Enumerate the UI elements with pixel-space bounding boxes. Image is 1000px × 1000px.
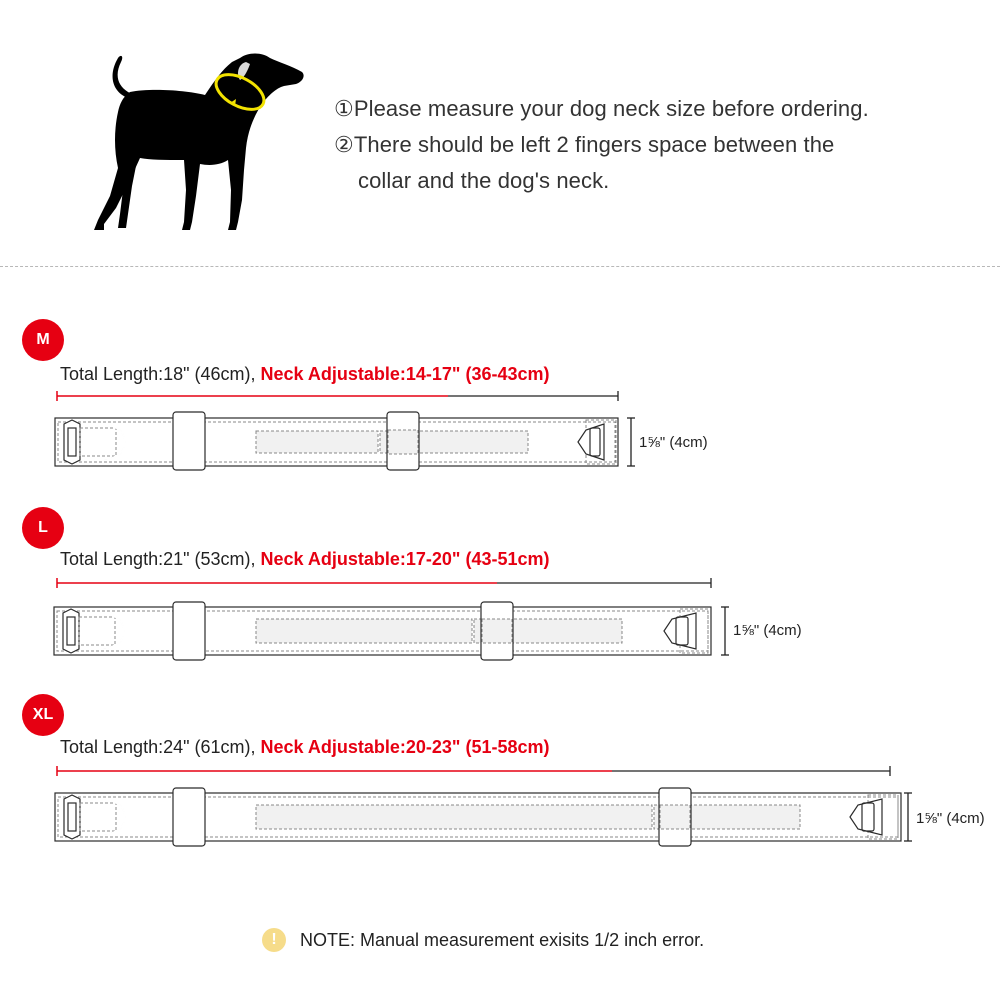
instruction-line-1: ①Please measure your dog neck size before ordering. [334, 96, 869, 121]
note-text: NOTE: Manual measurement exisits 1/2 inch error. [300, 929, 705, 950]
size-l-width-label: 1⅝" (4cm) [733, 622, 802, 639]
instruction-line-2: ②There should be left 2 fingers space between the [334, 132, 835, 157]
size-m-length-label [60, 364, 549, 385]
warning-icon: ! [262, 928, 286, 952]
measurement-note [262, 928, 704, 952]
size-xl-length-label [60, 737, 549, 758]
neck-adjustable-text: Neck Adjustable:20-23" (51-58cm) [260, 737, 550, 757]
instruction-line-3: collar and the dog's neck. [358, 168, 610, 193]
collar-m [55, 391, 635, 470]
size-m-width-label: 1⅝" (4cm) [639, 434, 708, 451]
total-length-text: Total Length:21" (53cm), [60, 549, 261, 569]
size-l-length-label [60, 549, 549, 570]
neck-adjustable-text: Neck Adjustable:17-20" (43-51cm) [260, 549, 550, 569]
total-length-text: Total Length:24" (61cm), [60, 737, 261, 757]
size-badge-xl: XL [22, 694, 64, 736]
collar-xl [55, 766, 912, 846]
size-badge-m: M [22, 319, 64, 361]
neck-adjustable-text: Neck Adjustable:14-17" (36-43cm) [260, 364, 550, 384]
size-xl-width-label: 1⅝" (4cm) [916, 810, 985, 827]
collar-l [54, 578, 729, 660]
size-badge-l: L [22, 507, 64, 549]
total-length-text: Total Length:18" (46cm), [60, 364, 261, 384]
